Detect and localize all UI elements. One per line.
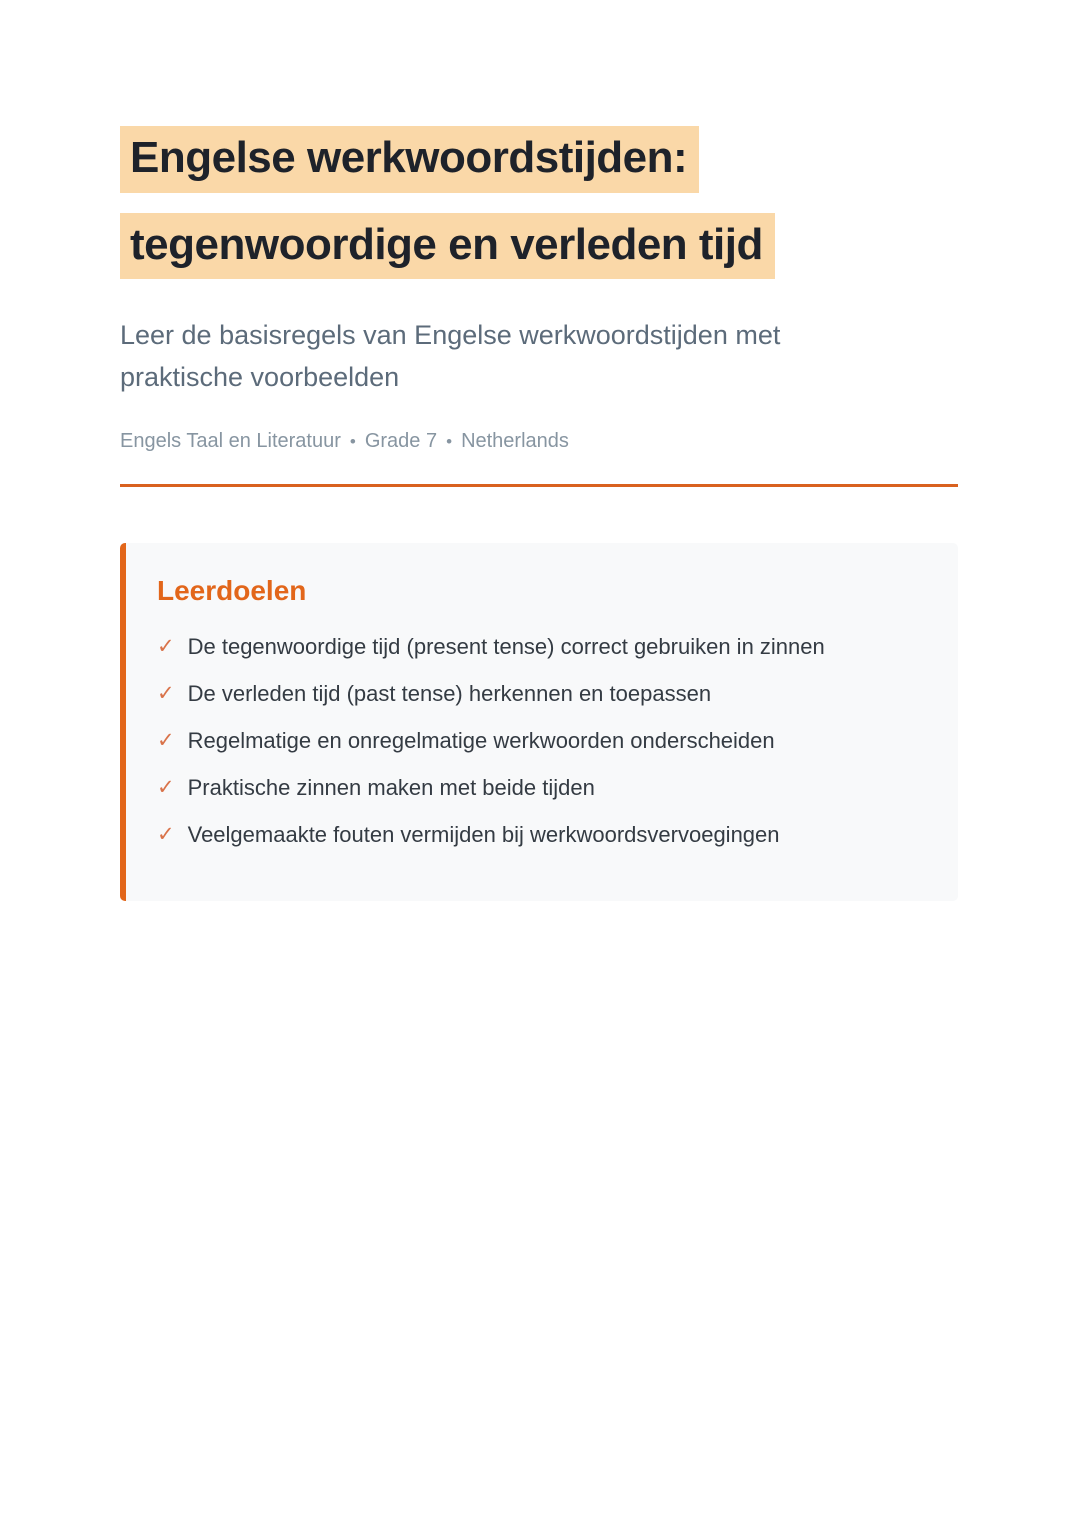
- objective-text: De verleden tijd (past tense) herkennen en toepassen: [187, 680, 712, 706]
- accent-divider: [120, 484, 958, 487]
- objective-text: Veelgemaakte fouten vermijden bij werkwoordsvervoegingen: [187, 821, 780, 847]
- title-highlight-2: tegenwoordige en verleden tijd: [120, 213, 775, 280]
- page-title-line-2: [120, 213, 958, 280]
- list-item: [157, 820, 918, 850]
- objective-text: Regelmatige en onregelmatige werkwoorden onderscheiden: [187, 727, 775, 753]
- page-title: [120, 126, 958, 279]
- list-item: [157, 679, 918, 709]
- meta-subject: Engels Taal en Literatuur: [120, 429, 341, 452]
- bullet-separator-icon: •: [446, 431, 453, 451]
- meta-country: Netherlands: [461, 429, 569, 452]
- bullet-separator-icon: •: [349, 431, 356, 451]
- objective-text: Praktische zinnen maken met beide tijden: [187, 774, 595, 800]
- checkmark-icon: ✓: [157, 634, 175, 658]
- checkmark-icon: ✓: [157, 822, 175, 846]
- title-highlight-1: Engelse werkwoordstijden:: [120, 126, 699, 193]
- list-item: [157, 773, 918, 803]
- objective-text: De tegenwoordige tijd (present tense) correct gebruiken in zinnen: [187, 633, 825, 659]
- checkmark-icon: ✓: [157, 728, 175, 752]
- list-item: [157, 726, 918, 756]
- lesson-meta: [120, 430, 958, 453]
- learning-objectives-box: [120, 543, 958, 901]
- objectives-list: [157, 632, 918, 850]
- checkmark-icon: ✓: [157, 775, 175, 799]
- objectives-heading: Leerdoelen: [157, 574, 307, 606]
- page-subtitle: Leer de basisregels van Engelse werkwoordstijden met praktische voorbeelden: [120, 320, 781, 393]
- page-title-line-1: [120, 126, 958, 193]
- checkmark-icon: ✓: [157, 681, 175, 705]
- list-item: [157, 632, 918, 662]
- meta-grade: Grade 7: [364, 429, 438, 452]
